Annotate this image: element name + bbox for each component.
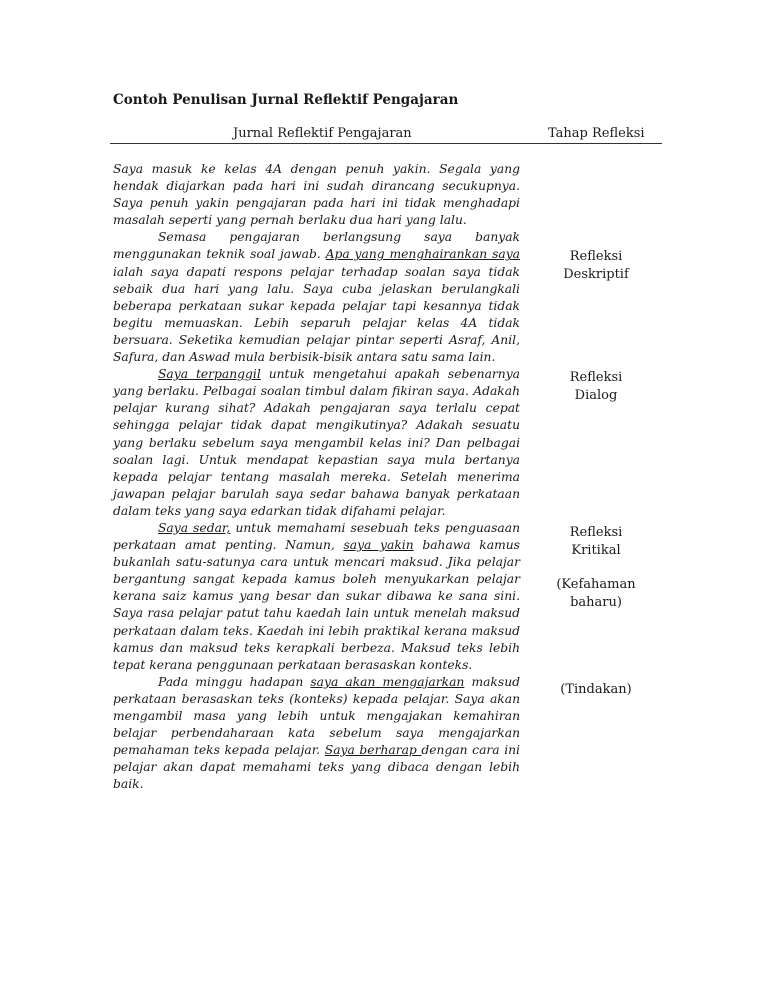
- stage-label: (Kefahaman: [556, 577, 636, 592]
- stage-label: Kritikal: [571, 542, 621, 558]
- underlined-phrase: Apa yang menghairankan saya: [325, 247, 521, 262]
- stage-label: Deskriptif: [563, 266, 629, 282]
- paragraph-text: maksud perkataan berasaskan teks (konteks) kepada pelajar. Saya akan mengambil masa yang lebih untuk mengajakan kemahiran belajar perbendaharaan kata sebelum saya mengajarkan pemahaman teks kepada pelajar.: [113, 674, 520, 758]
- paragraph-text: Pada minggu hadapan: [158, 674, 311, 689]
- header-divider: [110, 143, 662, 144]
- paragraph-text: Semasa pengajaran berlangsung saya banyak menggunakan teknik soal jawab.: [113, 230, 520, 262]
- stage-label: Refleksi: [569, 249, 623, 264]
- stage-label: Dialog: [574, 387, 618, 403]
- column-header-journal: Jurnal Reflektif Pengajaran: [233, 126, 412, 141]
- paragraph-text: ialah saya dapati respons pelajar terhadap soalan saya tidak sebaik dua hari yang lalu. Saya cuba jelaskan berulangkali beberapa perkataan sukar kepada pelajar tapi kesannya tidak begitu memuaskan. Lebih separuh pelajar kelas 4A tidak bersuara. Seketika kemudian pelajar pintar seperti Asraf, Anil, Safura, dan Aswad mula berbisik-bisik antara satu sama lain.: [113, 264, 520, 365]
- paragraph-text: bahawa kamus bukanlah satu-satunya cara untuk mencari maksud. Jika pelajar bergantung sangat kepada kamus boleh menyukarkan pelajar kerana saiz kamus yang besar dan sukar dibawa ke sana sini. Saya rasa pelajar patut tahu kaedah lain untuk menelah maksud perkataan dalam teks. Kaedah ini lebih praktikal kerana maksud kamus dan maksud teks kerapkali berbeza. Maksud teks lebih tepat kerana penggunaan perkataan berasaskan konteks.: [113, 538, 520, 672]
- journal-paragraph: [113, 520, 520, 674]
- paragraph-text: untuk mengetahui apakah sebenarnya yang berlaku. Pelbagai soalan timbul dalam fikiran saya. Adakah pelajar kurang sihat? Adakah pengajaran saya terlalu cepat sehingga pelajar tidak dapat mengikutinya? Adakah sesuatu yang berlaku sebelum saya mengambil kelas ini? Dan pelbagai soalan lagi. Untuk mendapat kepastian saya mula bertanya kepada pelajar tentang masalah mereka. Setelah menerima jawapan pelajar barulah saya sedar bahawa banyak perkataan dalam teks yang saya edarkan tidak difahami pelajar.: [113, 367, 520, 518]
- stage-kefahaman: [530, 576, 662, 611]
- stage-deskriptif: [530, 248, 662, 283]
- stage-label: (Tindakan): [560, 682, 632, 697]
- underlined-phrase: Saya terpanggil: [158, 367, 261, 382]
- stage-dialog: [530, 369, 662, 404]
- underlined-phrase: saya akan mengajarkan: [310, 674, 465, 689]
- stage-label: baharu): [570, 594, 622, 610]
- underlined-phrase: Saya sedar,: [158, 520, 231, 535]
- stage-kritikal: [530, 524, 662, 559]
- underlined-phrase: saya yakin: [343, 538, 414, 553]
- journal-text: [113, 161, 520, 793]
- stage-label: Refleksi: [569, 370, 623, 385]
- journal-paragraph: [113, 674, 520, 794]
- paragraph-text: Saya masuk ke kelas 4A dengan penuh yakin. Segala yang hendak diajarkan pada hari ini sudah dirancang secukupnya. Saya penuh yakin pengajaran pada hari ini tidak menghadapi masalah seperti yang pernah berlaku dua hari yang lalu.: [113, 162, 520, 228]
- stage-tindakan: [530, 681, 662, 699]
- stage-label: Refleksi: [569, 525, 623, 540]
- journal-paragraph: [113, 366, 520, 520]
- document-title: Contoh Penulisan Jurnal Reflektif Pengajaran: [113, 92, 459, 108]
- column-header-stage: Tahap Refleksi: [548, 126, 645, 141]
- paragraph-text: dengan cara ini pelajar akan dapat memahami teks yang dibaca dengan lebih baik.: [113, 743, 520, 792]
- underlined-phrase: Saya berharap: [324, 743, 422, 758]
- journal-paragraph: [113, 229, 520, 366]
- journal-paragraph: [113, 161, 520, 229]
- paragraph-text: untuk memahami sesebuah teks penguasaan perkataan amat penting. Namun,: [113, 520, 520, 553]
